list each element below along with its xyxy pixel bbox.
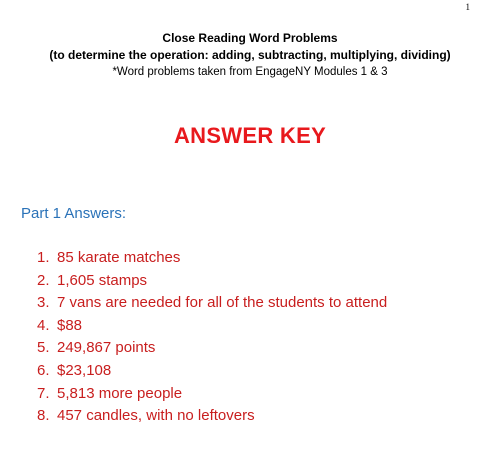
answer-text: 5,813 more people <box>57 384 183 402</box>
answer-text: 1,605 stamps <box>57 271 148 289</box>
answer-text: 85 karate matches <box>57 249 181 266</box>
document-header <box>0 30 500 81</box>
document-title: Close Reading Word Problems <box>162 31 338 45</box>
answer-number: 8. <box>37 407 50 425</box>
answer-text: $88 <box>57 316 83 334</box>
answer-number: 4. <box>37 316 50 334</box>
answer-item <box>37 360 387 383</box>
answer-text: 249,867 points <box>57 339 156 357</box>
answer-list <box>37 247 387 428</box>
answer-number: 7. <box>37 384 50 402</box>
part1-heading: Part 1 Answers: <box>21 205 127 222</box>
answer-text: 457 candles, with no leftovers <box>57 407 255 425</box>
source-note: *Word problems taken from EngageNY Modules 1 & 3 <box>112 66 388 78</box>
answer-number: 5. <box>37 339 50 357</box>
answer-number: 3. <box>37 294 50 312</box>
answer-number: 1. <box>37 249 50 266</box>
answer-item <box>37 315 387 338</box>
answer-number: 2. <box>37 271 50 289</box>
answer-text: $23,108 <box>57 361 112 379</box>
answer-item <box>37 247 387 270</box>
document-subtitle: (to determine the operation: adding, subtracting, multiplying, dividing) <box>49 48 451 62</box>
answer-item <box>37 405 387 428</box>
answer-number: 6. <box>37 361 50 379</box>
answer-item <box>37 292 387 315</box>
answer-text: 7 vans are needed for all of the students to attend <box>57 294 388 312</box>
answer-item <box>37 383 387 406</box>
answer-item <box>37 337 387 360</box>
answer-item <box>37 270 387 293</box>
answer-key-title: ANSWER KEY <box>173 123 327 148</box>
page-number: 1 <box>465 2 470 12</box>
